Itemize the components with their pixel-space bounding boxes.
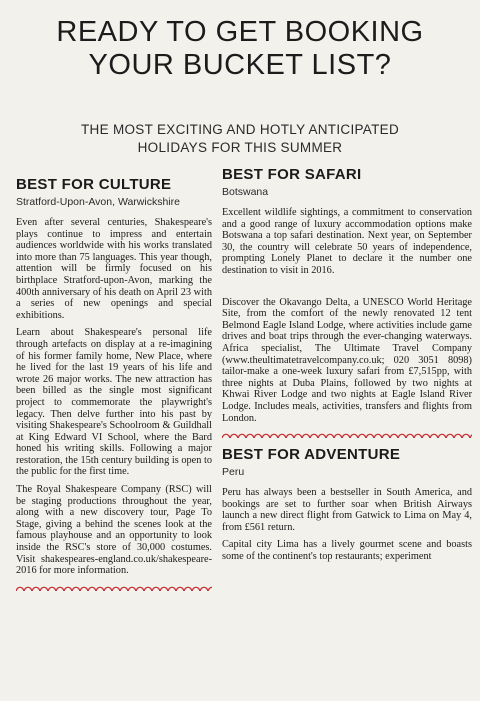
safari-paragraph-2: Discover the Okavango Delta, a UNESCO World Heritage Site, from the comfort of the newly renovated 12 tent Belmond Eagle Island Lodge, where activities include game drives and boat trips through the ever-changing waterways. Africa specialist, The Ultimate Travel Company (www.theultimatetravelcompany.co.uk; 020 3051 8098) tailor-make a one-week luxury safari from £7,515pp, with three nights at Duba Plains, followed by two nights at Khwai River Lodge and two nights at Eagle Island River Lodge. Includes meals, activities, transfers and flights from London. <box>222 296 472 424</box>
culture-title: BEST FOR CULTURE <box>16 176 172 193</box>
safari-section <box>222 166 472 438</box>
left-column <box>16 176 212 599</box>
adventure-location: Peru <box>222 466 245 479</box>
section-divider <box>222 430 472 438</box>
headline-line-2: YOUR BUCKET LIST? <box>88 49 392 81</box>
safari-title: BEST FOR SAFARI <box>222 166 362 183</box>
paragraph-gap <box>222 283 472 297</box>
adventure-title: BEST FOR ADVENTURE <box>222 446 401 464</box>
subheadline-line-2: HOLIDAYS FOR THIS SUMMER <box>137 140 343 155</box>
culture-paragraph-3: The Royal Shakespeare Company (RSC) will be staging productions throughout the year, along with a new discovery tour, Page To Stage, giving a behind the scenes look at the famous playhouse and an opportunity to look inside the RSC's store of 30,000 costumes. Visit shakespeares-england.co.uk/shakespeare-2016 for more information. <box>16 484 212 577</box>
adventure-paragraph-1: Peru has always been a bestseller in South America, and bookings are set to further soar when British Airways launch a new direct flight from Gatwick to Lima on May 4, from £561 return. <box>222 487 472 533</box>
headline-line-1: READY TO GET BOOKING <box>56 16 424 48</box>
safari-location: Botswana <box>222 186 269 198</box>
right-column <box>222 166 472 569</box>
section-divider <box>16 583 212 591</box>
culture-paragraph-1: Even after several centuries, Shakespeare's plays continue to impress and entertain audiences worldwide with his works translated into more than 75 languages. This year though, attention will be firmly focused on his birthplace Stratford-upon-Avon, marking the 400th anniversary of his death on April 23 with a series of new openings and special exhibitions. <box>16 217 212 321</box>
subheadline-line-1: THE MOST EXCITING AND HOTLY ANTICIPATED <box>81 122 399 137</box>
adventure-paragraph-2: Capital city Lima has a lively gourmet scene and boasts some of the continent's top restaurants; experiment <box>222 539 472 563</box>
safari-paragraph-1: Excellent wildlife sightings, a commitment to conservation and a good range of luxury accommodation options make Botswana a top safari destination. Next year, on September 30, the country will celebrate 50 years of independence, prompting Lonely Planet to declare it the number one destination to visit in 2016. <box>222 207 472 276</box>
headline <box>0 16 480 82</box>
culture-location: Stratford-Upon-Avon, Warwickshire <box>16 196 180 208</box>
subheadline <box>0 121 480 157</box>
adventure-section <box>222 446 472 563</box>
culture-paragraph-2: Learn about Shakespeare's personal life through artefacts on display at a re-imagining of his former family home, New Place, where he lived for the last 19 years of his life and wrote 26 major works. The new attraction has been billed as the single most significant project to commemorate the playwright's legacy. Then delve further into his past by visiting Shakespeare's Schoolroom & Guildhall at King Edward VI School, where the Bard honed his writing skills. Following a major restoration, the 15th century building is open to the public for the first time. <box>16 327 212 478</box>
culture-section <box>16 176 212 591</box>
